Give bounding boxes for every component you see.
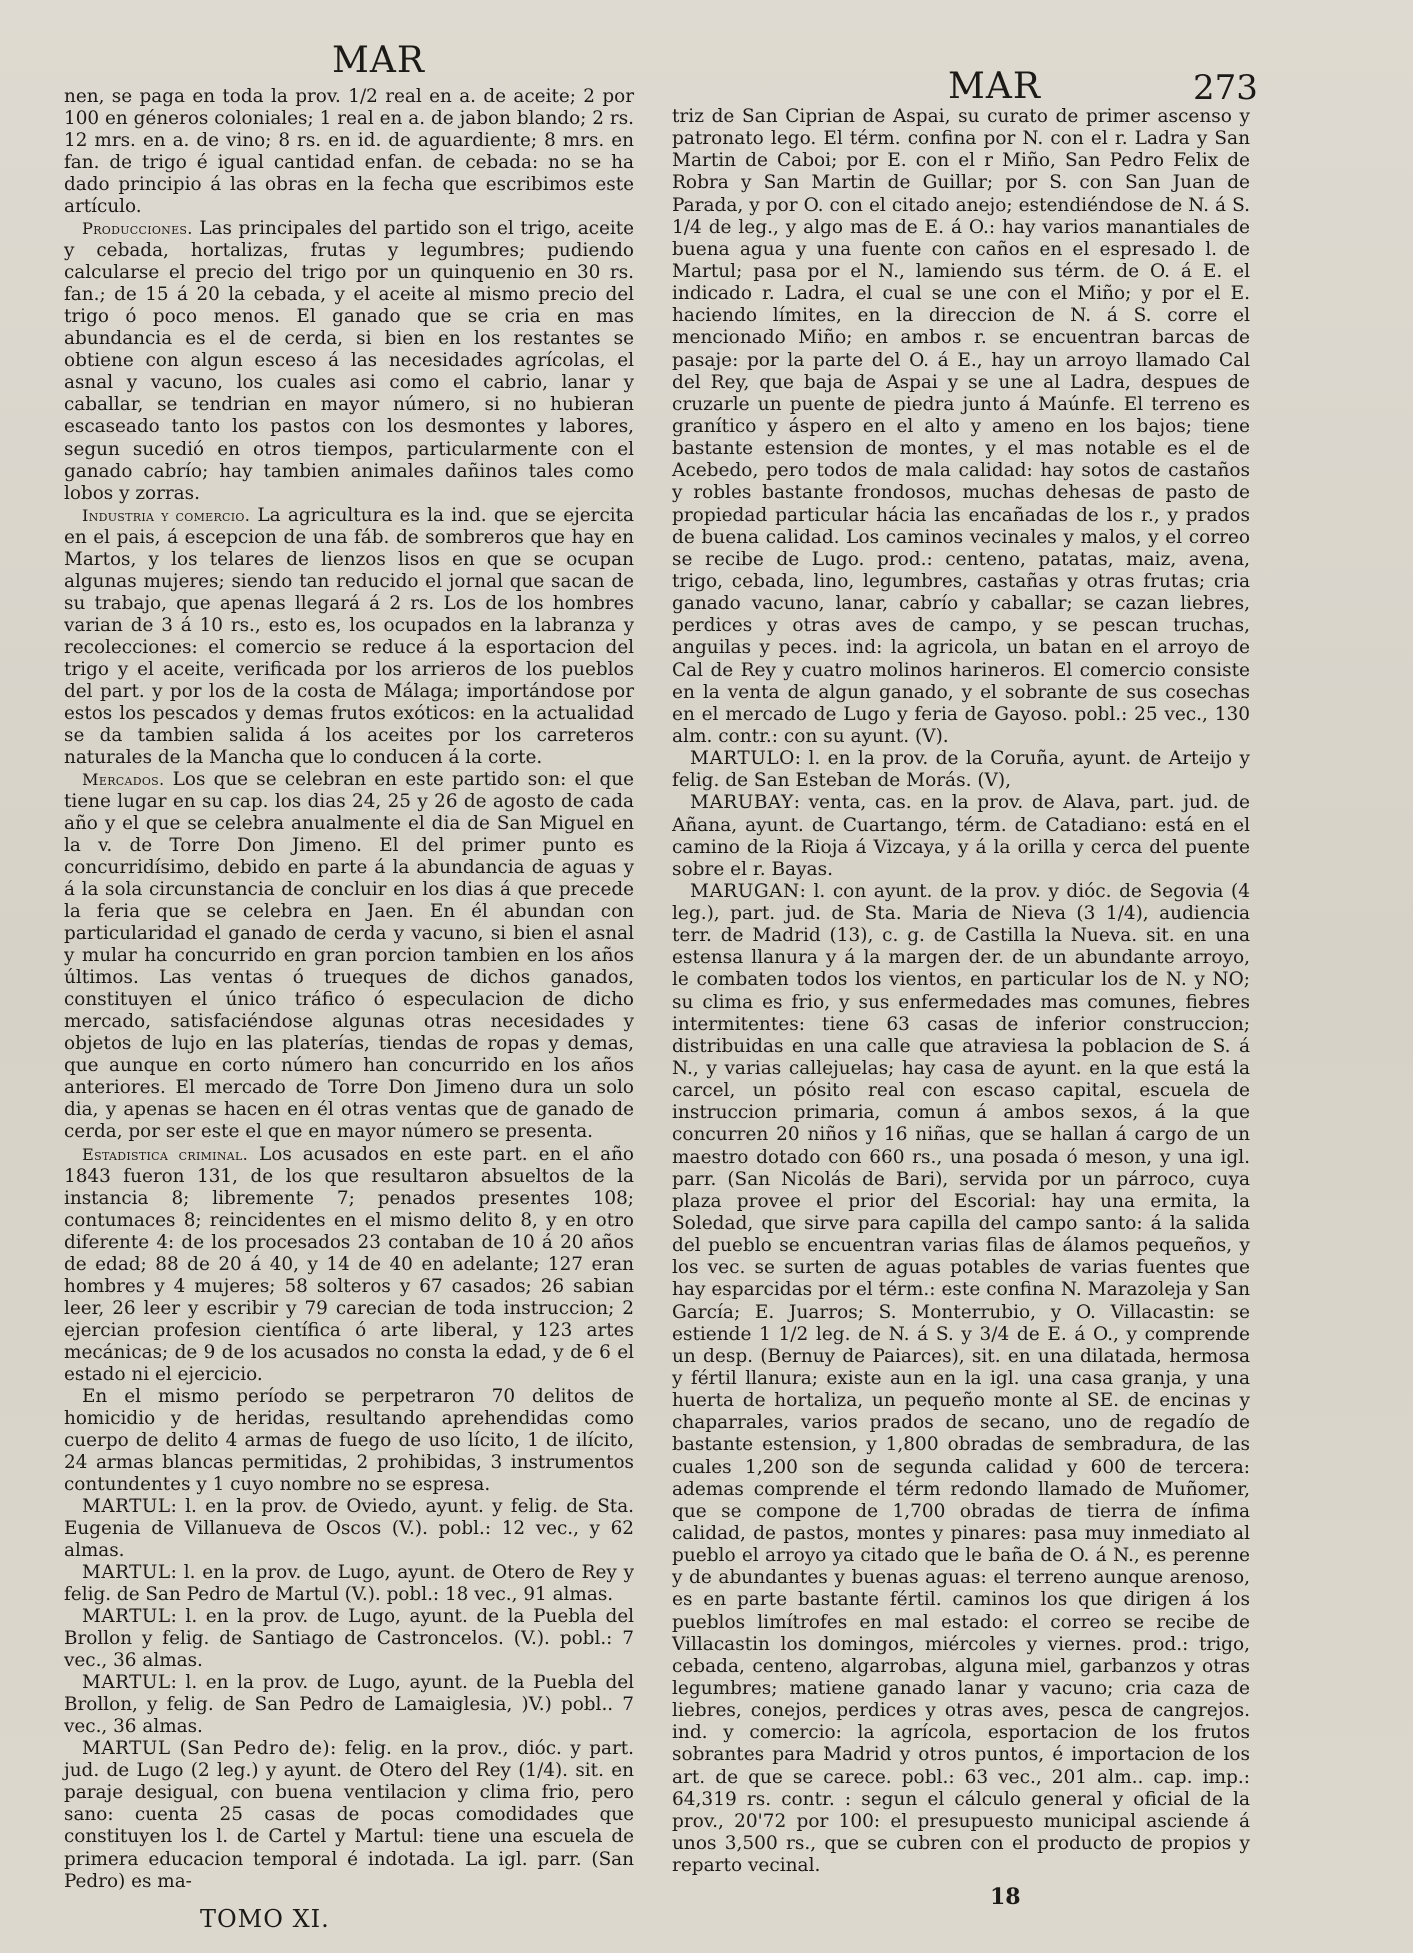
section-heading-industria: Industria y comercio.: [82, 505, 251, 525]
right-column: [672, 106, 1250, 1877]
entry-text: : venta, cas. en la prov. de Alava, part. jud. de Añana, ayunt. de Cuartango, térm. de Catadiano: está en el camino de la Rioja á Vizcaya, y á la orilla y cerca del puente sobre el r. Bayas.: [672, 792, 1250, 880]
paragraph-tax: nen, se paga en toda la prov. 1/2 real en a. de aceite; 2 por 100 en géneros coloniales; 1 real en a. de jabon blando; 2 rs. 12 mrs. en a. de vino; 8 rs. en id. de aguardiente; 8 mrs. en fan. de trigo é igual cantidad enfan. de cebada: no se ha dado principio á las obras en la fecha que escribimos este artículo.: [64, 86, 634, 218]
entry-text: : l. en la prov. de Lugo, ayunt. de la Puebla del Brollon y felig. de Santiago de Castroncelos. (V.). pobl.: 7 vec., 36 almas.: [64, 1606, 634, 1672]
entry-headword: MARTUL: [82, 1562, 171, 1584]
entry-headword: MARTULO: [690, 748, 795, 770]
page-number: 273: [1193, 68, 1258, 108]
entry-text: : l. en la prov. de la Coruña, ayunt. de Arteijo y felig. de San Esteban de Morás. (V),: [672, 748, 1250, 792]
volume-footer: TOMO XI.: [200, 1905, 330, 1933]
entry-martulo: [672, 748, 1250, 792]
entry-headword: MARTUL (San Pedro de): [82, 1738, 331, 1760]
paragraph-text: Las principales del partido son el trigo, aceite y cebada, hortalizas, frutas y legumbres; pudiendo calcularse el precio del trigo por un quinquenio en 30 rs. fan.; de 15 á 20 la cebada, y el aceite al mismo precio del trigo ó poco menos. El ganado que se cria en mas abundancia es el de cerda, si bien en los restantes se obtiene con algun esceso á las necesidades agrícolas, el asnal y vacuno, los cuales asi como el cabrio, lanar y caballar, se tendrian en mayor número, si no hubieran escaseado tanto los pastos con los desmontes y labores, segun sucedió en otros tiempos, particularmente con el ganado cabrío; hay tambien animales dañinos tales como lobos y zorras.: [64, 218, 634, 504]
entry-headword: MARTUL: [82, 1496, 171, 1517]
paragraph-producciones: [64, 218, 634, 504]
left-column: [64, 86, 634, 1893]
entry-martul-oviedo: [64, 1496, 634, 1562]
paragraph-mercados: [64, 769, 634, 1144]
entry-text: : l. en la prov. de Lugo, ayunt. de la Puebla del Brollon, y felig. de San Pedro de Lamaiglesia, )V.) pobl.. 7 vec., 36 almas.: [64, 1672, 634, 1738]
paragraph-delitos: En el mismo período se perpetraron 70 delitos de homicidio y de heridas, resultando aprehendidas como cuerpo de delito 4 armas de fuego de uso lícito, 1 de ilícito, 24 armas blancas permitidas, 2 prohibidas, 3 instrumentos contundentes y 1 cuyo nombre no se espresa.: [64, 1385, 634, 1495]
entry-text: : l. con ayunt. de la prov. y dióc. de Segovia (4 leg.), part. jud. de Sta. Maria de Nieva (3 1/4), audiencia terr. de Madrid (13), c. g. de Castilla la Nueva. sit. en una estensa llanura y á la margen der. de un abundante arroyo, le combaten todos los vientos, en particular los de N. y NO; su clima es frio, y sus enfermedades mas comunes, fiebres intermitentes: tiene 63 casas de inferior construccion; distribuidas en una calle que atraviesa la poblacion de S. á N., y varias callejuelas; hay casa de ayunt. en la que está la carcel, un pósito real con escaso capital, escuela de instruccion primaria, comun á ambos sexos, á la que concurren 20 niños y 16 niñas, que se hallan á cargo de un maestro dotado con 660 rs., una posada ó meson, y una igl. parr. (San Nicolás de Bari), servida por un párroco, cuya plaza provee el prior del Escorial: hay una ermita, la Soledad, que sirve para capilla del campo santo: á la salida del pueblo se encuentran varias filas de álamos pequeños, y los vec. se surten de aguas potables de varias fuentes que hay esparcidas por el térm.: este confina N. Marazoleja y San García; E. Juarros; S. Monterrubio, y O. Villacastin: se estiende 1 1/2 leg. de N. á S. y 3/4 de E. á O., y comprende un desp. (Bernuy de Paiarces), sit. en una dilatada, hermosa y fértil llanura; existe aun en la igl. una casa granja, y una huerta de hortaliza, un pequeño monte al SE. de encinas y chaparrales, varios prados de secano, uno de regadío de bastante estension, y 1,800 obradas de sembradura, de las cuales 1,200 son de segunda calidad y 600 de tercera: ademas comprende el térm redondo llamado de Muñomer, que se compone de 1,700 obradas de tierra de ínfima calidad, de pastos, montes y pinares: pasa muy inmediato al pueblo el arroyo ya citado que le baña de O. á N., es perenne y de abundantes y buenas aguas: el terreno aunque arenoso, es en parte bastante fértil. caminos los que dirigen á los pueblos limítrofes en mal estado: el correo se recibe de Villacastin los domingos, miércoles y viernes. prod.: trigo, cebada, centeno, algarrobas, alguna miel, garbanzos y otras legumbres; matiene ganado lanar y vacuno; cria caza de liebres, conejos, perdices y otras aves, pesca de cangrejos. ind. y comercio: la agrícola, esportacion de los frutos sobrantes para Madrid y otros puntos, é importacion de los art. de que se carece. pobl.: 63 vec., 201 alm.. cap. imp.: 64,319 rs. contr. : segun el cálculo general y oficial de la prov., 20'72 por 100: el presupuesto municipal asciende á unos 3,500 rs., que se cubren con el producto de propios y reparto vecinal.: [672, 880, 1250, 1877]
entry-marubay: [672, 792, 1250, 881]
entry-headword: MARTUL: [82, 1606, 171, 1628]
entry-text: : l. en la prov. de Lugo, ayunt. de Otero de Rey y felig. de San Pedro de Martul (V.). pobl.: 18 vec., 91 almas.: [64, 1562, 634, 1606]
entry-headword: MARUBAY: [690, 792, 794, 814]
section-heading-mercados: Mercados.: [82, 769, 165, 789]
entry-martul-lamaiglesia: [64, 1672, 634, 1738]
entry-martul-san-pedro: [64, 1738, 634, 1892]
paragraph-estadistica: [64, 1144, 634, 1386]
entry-martul-otero: [64, 1562, 634, 1606]
signature-mark: 18: [990, 1884, 1021, 1910]
section-heading-producciones: Producciones.: [82, 219, 193, 239]
paragraph-text: La agricultura es la ind. que se ejercita en el pais, á escepcion de una fáb. de sombreros que hay en Martos, y los telares de lienzos lisos en que se ocupan algunas mujeres; siendo tan reducido el jornal que sacan de su trabajo, que apenas llegará á 2 rs. Los de los hombres varian de 3 á 10 rs., esto es, los ocupados en la labranza y recolecciones: el comercio se reduce á la esportacion del trigo y el aceite, verificada por los arrieros de los pueblos del part. y por los de la costa de Málaga; importándose por estos los pescados y demas frutos exóticos: en la actualidad se da tambien salida á los aceites por los carreteros naturales de la Mancha que lo conducen á la corte.: [64, 504, 634, 768]
entry-text: : felig. en la prov., dióc. y part. jud. de Lugo (2 leg.) y ayunt. de Otero del Rey (1/4). sit. en paraje desigual, con buena ventilacion y clima frio, pero sano: cuenta 25 casas de pocas comodidades que constituyen los l. de Cartel y Martul: tiene una escuela de primera educacion temporal é indotada. La igl. parr. (San Pedro) es ma-: [64, 1738, 634, 1892]
entry-headword: MARTUL: [82, 1672, 171, 1694]
entry-martul-castroncelos: [64, 1606, 634, 1672]
running-head-right: MAR: [948, 66, 1041, 107]
entry-text: : l. en la prov. de Oviedo, ayunt. y felig. de Sta. Eugenia de Villanueva de Oscos (V.). pobl.: 12 vec., y 62 almas.: [64, 1496, 634, 1562]
paragraph-text: Los acusados en este part. en el año 1843 fueron 131, de los que resultaron absueltos de la instancia 8; libremente 7; penados presentes 108; contumaces 8; reincidentes en el mismo delito 8, y en otro diferente 4: de los procesados 23 contaban de 10 á 20 años de edad; 88 de 20 á 40, y 14 de 40 en adelante; 127 eran hombres y 4 mujeres; 58 solteros y 67 casados; 26 sabian leer, 26 leer y escribir y 79 carecian de toda instruccion; 2 ejercian profesion científica ó arte liberal, y 123 artes mecánicas; de 9 de los acusados no consta la edad, y de 6 el estado ni el ejercicio.: [64, 1143, 634, 1385]
entry-headword: MARUGAN: [690, 880, 800, 902]
running-head-left: MAR: [332, 40, 425, 81]
entry-marugan: [672, 881, 1250, 1877]
paragraph-martul-continued: triz de San Ciprian de Aspai, su curato de primer ascenso y patronato lego. El térm. confina por N. con el r. Ladra y San Martin de Caboi; por E. con el r Miño, San Pedro Felix de Robra y San Martin de Guillar; por S. con San Juan de Parada, y por O. con el citado anejo; estendiéndose de N. á S. 1/4 de leg., y algo mas de E. á O.: hay varios manantiales de buena agua y una fuente con caños en el espresado l. de Martul; pasa por el N., lamiendo sus térm. de O. á E. el indicado r. Ladra, el cual se une con el Miño; y por el E. haciendo límites, en la direccion de N. á S. corre el mencionado Miño; en ambos r. se encuentran barcas de pasaje: por la parte del O. á E., hay un arroyo llamado Cal del Rey, que baja de Aspai y se une al Ladra, despues de cruzarle un puente de piedra junto á Maúnfe. El terreno es granítico y áspero en el alto y ameno en los bajos; tiene bastante estension de montes, y el mas notable es el de Acebedo, pero todos de mala calidad: hay sotos de castaños y robles bastante frondosos, muchas dehesas de pasto de propiedad particular hácia las encañadas de los r., y prados de buena calidad. Los caminos vecinales y malos, y el correo se recibe de Lugo. prod.: centeno, patatas, maiz, avena, trigo, cebada, lino, legumbres, castañas y otras frutas; cria ganado vacuno, lanar, cabrío y caballar; se cazan liebres, perdices y otras aves de campo, y se pescan truchas, anguilas y peces. ind: la agricola, un batan en el arroyo de Cal de Rey y cuatro molinos harineros. El comercio consiste en la venta de algun ganado, y el sobrante de sus cosechas en el mercado de Lugo y feria de Gayoso. pobl.: 25 vec., 130 alm. contr.: con su ayunt. (V).: [672, 106, 1250, 747]
section-heading-estadistica: Estadistica criminal.: [82, 1144, 249, 1164]
paragraph-industria: [64, 505, 634, 769]
paragraph-text: Los que se celebran en este partido son: el que tiene lugar en su cap. los dias 24, 25 y 26 de agosto de cada año y el que se celebra anualmente el dia de San Miguel en la v. de Torre Don Jimeno. El del primer punto es concurridísimo, debido en parte á la abundancia de aguas y á la sola circunstancia de concluir en los dias á que precede la feria que se celebra en Jaen. En él abundan con particularidad el ganado de cerda y vacuno, si bien el asnal y mular ha concurrido en gran porcion tambien en los años últimos. Las ventas ó trueques de dichos ganados, constituyen el único tráfico ó especulacion de dicho mercado, satisfaciéndose algunas otras necesidades y objetos de lujo en las platerías, tiendas de ropas y demas, que aunque en corto número han concurrido en los años anteriores. El mercado de Torre Don Jimeno dura un solo dia, y apenas se hacen en él otras ventas que de ganado de cerda, por ser este el que en mayor número se presenta.: [64, 768, 634, 1143]
